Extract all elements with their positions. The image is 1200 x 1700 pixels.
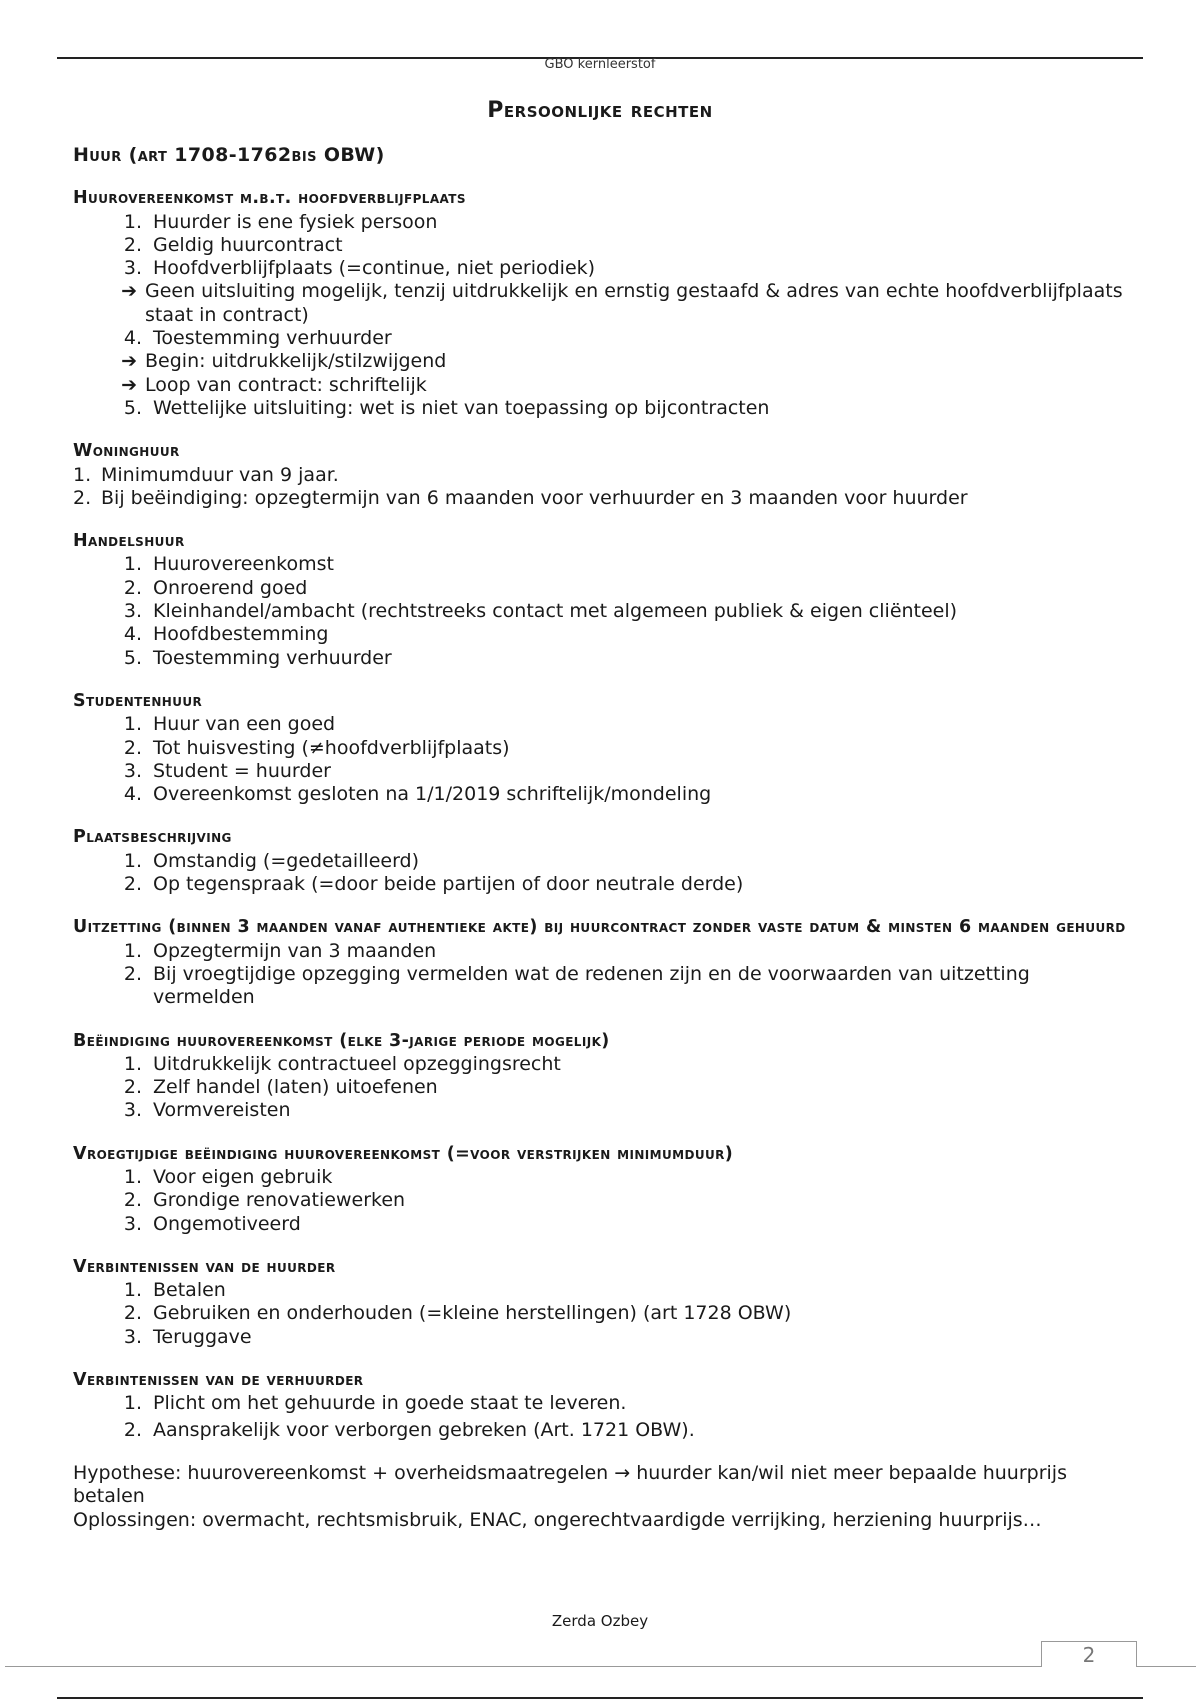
list-item: 2. Geldig huurcontract <box>123 233 343 256</box>
section-heading: Vroegtijdige beëindiging huurovereenkomst (=voor verstrijken minimumduur) <box>73 1143 734 1164</box>
page-title: Persoonlijke rechten <box>487 98 713 123</box>
section-heading: Beëindiging huurovereenkomst (elke 3-jarige periode mogelijk) <box>73 1030 610 1051</box>
list-item: 1. Huurder is ene fysiek persoon <box>123 210 438 233</box>
list-item: 1. Huur van een goed <box>123 713 336 736</box>
list-item: 2. Bij beëindiging: opzegtermijn van 6 maanden voor verhuurder en 3 maanden voor huurder <box>73 486 968 509</box>
section-heading: Handelshuur <box>73 531 185 552</box>
list-item: 2. Op tegenspraak (=door beide partijen of door neutrale derde) <box>123 873 744 896</box>
arrow-icon: ➔ <box>121 280 137 303</box>
section-heading: Studentenhuur <box>73 690 203 711</box>
list-item: 4. Hoofdbestemming <box>123 623 329 646</box>
section-heading: Verbintenissen van de huurder <box>73 1256 336 1277</box>
list-item: 3. Teruggave <box>123 1325 252 1348</box>
list-item: 3. Kleinhandel/ambacht (rechtstreeks contact met algemeen publiek & eigen cliënteel) <box>123 600 958 623</box>
section-heading: Uitzetting (binnen 3 maanden vanaf authentieke akte) bij huurcontract zonder vaste datum & minsten 6 maanden gehuurd <box>73 917 1126 938</box>
list-item: 2. Zelf handel (laten) uitoefenen <box>123 1076 438 1099</box>
list-item: 2. Grondige renovatiewerken <box>123 1189 406 1212</box>
section-heading: Verbintenissen van de verhuurder <box>73 1370 364 1391</box>
bottom-rule <box>57 1697 1143 1699</box>
list-item: 4. Toestemming verhuurder <box>123 327 392 350</box>
main-heading: Huur (art 1708-1762bis OBW) <box>73 144 385 166</box>
oplossingen-paragraph: Oplossingen: overmacht, rechtsmisbruik, ENAC, ongerechtvaardigde verrijking, herziening huurprijs… <box>73 1508 1042 1531</box>
document-body <box>73 144 1133 1532</box>
list-item: 4. Overeenkomst gesloten na 1/1/2019 schriftelijk/mondeling <box>123 783 712 806</box>
list-item: 3. Vormvereisten <box>123 1099 291 1122</box>
list-item: 1. Uitdrukkelijk contractueel opzeggingsrecht <box>123 1052 561 1075</box>
arrow-icon: ➔ <box>121 350 137 373</box>
section-heading: Huurovereenkomst m.b.t. hoofdverblijfplaats <box>73 188 466 209</box>
list-item: 3. Student = huurder <box>123 759 331 782</box>
list-item: 1. Omstandig (=gedetailleerd) <box>123 849 420 872</box>
list-item: 2. Onroerend goed <box>123 576 308 599</box>
list-item: 1. Huurovereenkomst <box>123 553 334 576</box>
list-item: 1. Plicht om het gehuurde in goede staat te leveren. <box>123 1392 627 1415</box>
footer-author: Zerda Ozbey <box>551 1612 649 1630</box>
section-heading: Plaatsbeschrijving <box>73 827 232 848</box>
list-item: 1. Betalen <box>123 1279 226 1302</box>
list-item: 3. Ongemotiveerd <box>123 1212 301 1235</box>
list-item: 2. Bij vroegtijdige opzegging vermelden wat de redenen zijn en de voorwaarden van uitzetting vermelden <box>123 962 1030 1009</box>
list-item: 5. Toestemming verhuurder <box>123 646 392 669</box>
list-item: ➔ Loop van contract: schriftelijk <box>73 374 1133 397</box>
list-item: 1. Voor eigen gebruik <box>123 1165 333 1188</box>
arrow-icon: ➔ <box>121 373 137 396</box>
footer-rule-right <box>1136 1666 1196 1667</box>
footer-rule-left <box>5 1666 1042 1667</box>
list-item: ➔ Begin: uitdrukkelijk/stilzwijgend <box>73 350 1133 373</box>
list-item: 5. Wettelijke uitsluiting: wet is niet van toepassing op bijcontracten <box>123 396 770 419</box>
list-item: 2. Gebruiken en onderhouden (=kleine herstellingen) (art 1728 OBW) <box>123 1302 792 1325</box>
list-item: 1. Minimumduur van 9 jaar. <box>73 463 339 486</box>
list-item: ➔ Geen uitsluiting mogelijk, tenzij uitdrukkelijk en ernstig gestaafd & adres van echte hoofdverblijfplaats staat in contract) <box>73 280 1133 327</box>
section-heading: Woninghuur <box>73 441 180 462</box>
list-item: 3. Hoofdverblijfplaats (=continue, niet periodiek) <box>123 257 596 280</box>
hypothese-paragraph: Hypothese: huurovereenkomst + overheidsmaatregelen → huurder kan/wil niet meer bepaalde huurprijs betalen <box>73 1461 1067 1508</box>
list-item: 2. Aansprakelijk voor verborgen gebreken (Art. 1721 OBW). <box>123 1418 695 1441</box>
list-item: 2. Tot huisvesting (≠hoofdverblijfplaats) <box>123 736 510 759</box>
header-doc-title: GBO kernleerstof <box>544 57 656 72</box>
list-item: 1. Opzegtermijn van 3 maanden <box>123 939 437 962</box>
page-number: 2 <box>1041 1641 1137 1667</box>
